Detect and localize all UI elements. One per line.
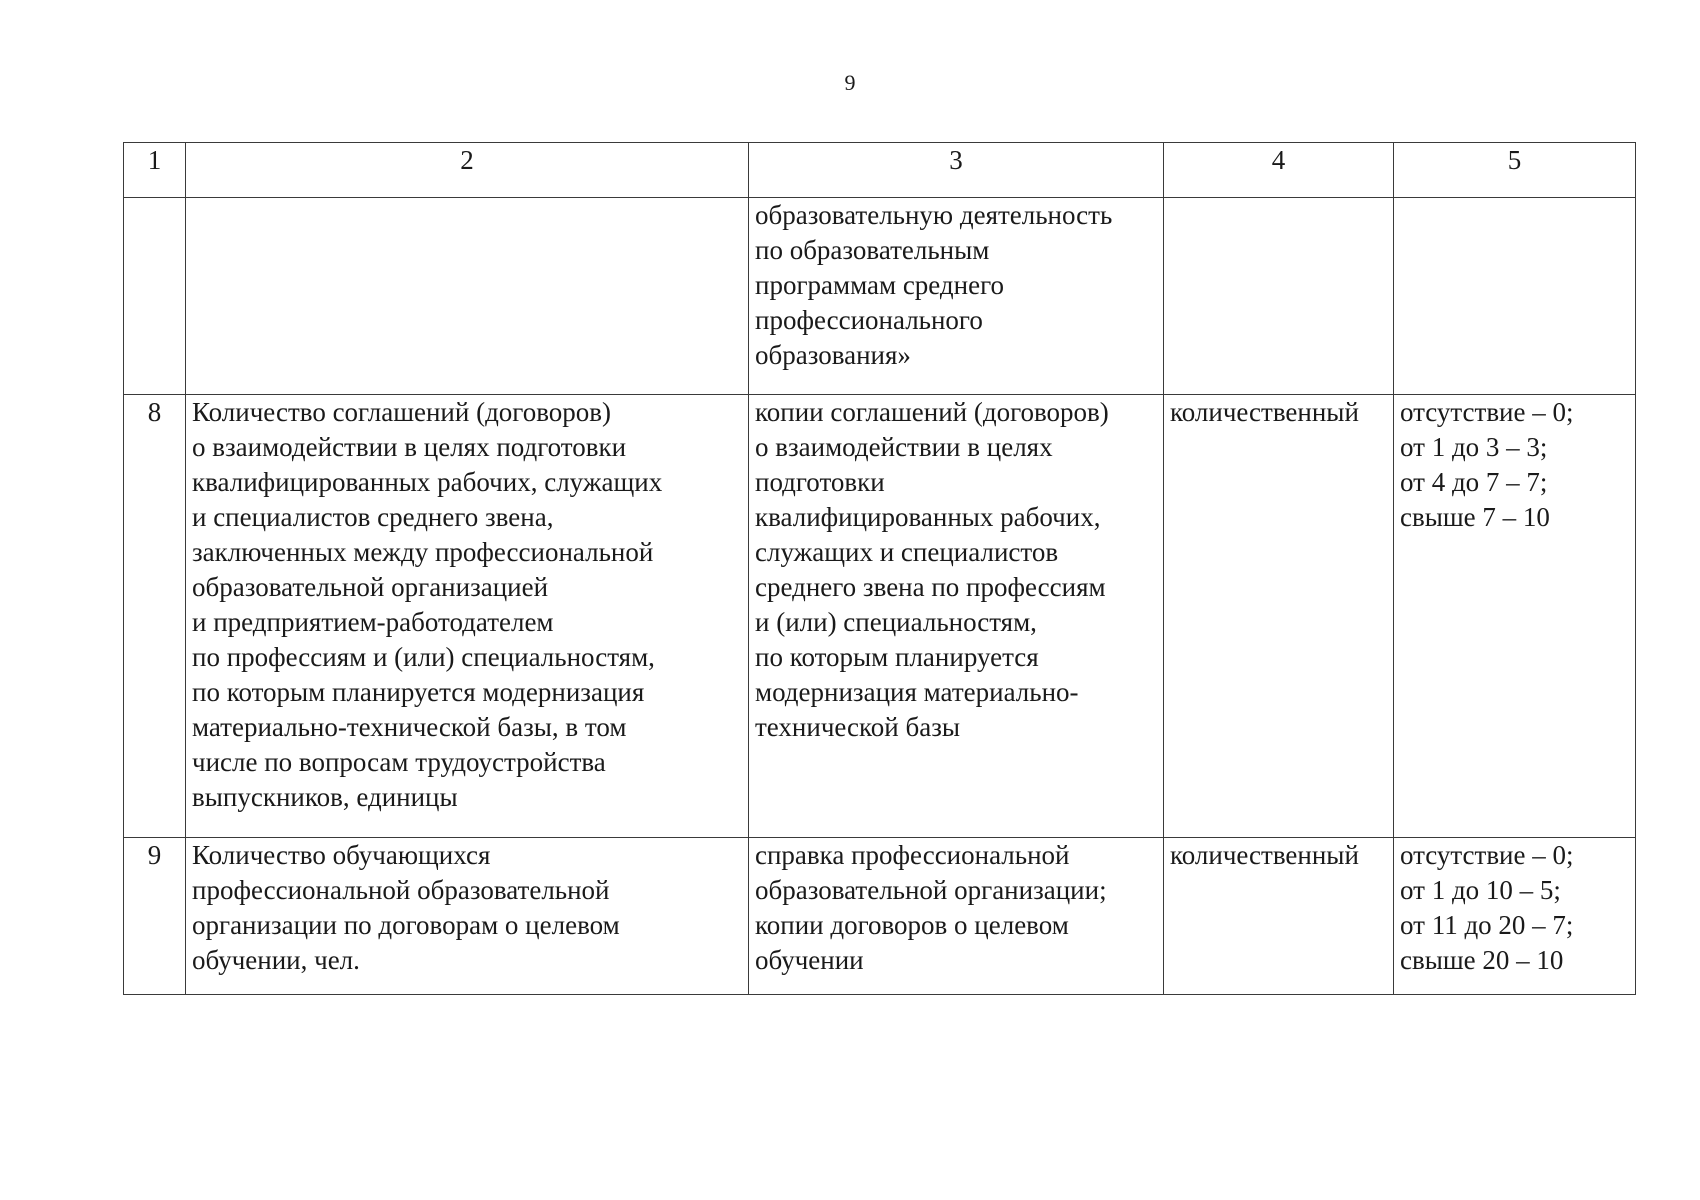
header-cell: 4 (1164, 143, 1394, 198)
score-cell (1394, 198, 1636, 395)
table-row (124, 198, 1636, 395)
header-cell: 2 (186, 143, 749, 198)
header-cell: 3 (749, 143, 1164, 198)
source-text: справка профессиональной образовательной организации; копии договоров о целевом обучении (755, 840, 1107, 975)
score-text: отсутствие – 0; от 1 до 3 – 3; от 4 до 7 – 7; свыше 7 – 10 (1400, 397, 1574, 532)
page-number: 9 (844, 70, 856, 95)
row-number-text: 8 (147, 397, 162, 427)
table-row (124, 395, 1636, 838)
type-cell (1164, 838, 1394, 995)
source-cell (749, 838, 1164, 995)
score-cell (1394, 838, 1636, 995)
indicator-cell (186, 198, 749, 395)
row-number (124, 395, 186, 838)
source-text: копии соглашений (договоров) о взаимодействии в целях подготовки квалифицированных рабочих, служащих и специалистов среднего звена по профессиям и (или) специальностям, по которым планируется модернизация материально- технической базы (755, 397, 1109, 742)
indicator-text: Количество обучающихся профессиональной образовательной организации по договорам о целевом обучении, чел. (192, 840, 620, 975)
indicator-cell (186, 838, 749, 995)
indicator-cell (186, 395, 749, 838)
row-number-text: 9 (147, 840, 162, 870)
source-text: образовательную деятельность по образовательным программам среднего профессионального образования» (755, 200, 1113, 370)
source-cell (749, 395, 1164, 838)
type-cell (1164, 198, 1394, 395)
type-text: количественный (1170, 397, 1359, 427)
table-row (124, 838, 1636, 995)
type-text: количественный (1170, 840, 1359, 870)
source-cell (749, 198, 1164, 395)
type-cell (1164, 395, 1394, 838)
indicator-text: Количество соглашений (договоров) о взаимодействии в целях подготовки квалифицированных рабочих, служащих и специалистов среднего звена, заключенных между профессиональной образовательной организацией и предприятием-работодателем по профессиям и (или) специальностям, по которым планируется модернизация материально-технической базы, в том числе по вопросам трудоустройства выпускников, единицы (192, 397, 663, 812)
row-number (124, 838, 186, 995)
score-text: отсутствие – 0; от 1 до 10 – 5; от 11 до 20 – 7; свыше 20 – 10 (1400, 840, 1574, 975)
criteria-table (123, 142, 1636, 995)
score-cell (1394, 395, 1636, 838)
header-cell: 5 (1394, 143, 1636, 198)
table-header-row (124, 143, 1636, 198)
row-number (124, 198, 186, 395)
header-cell: 1 (124, 143, 186, 198)
